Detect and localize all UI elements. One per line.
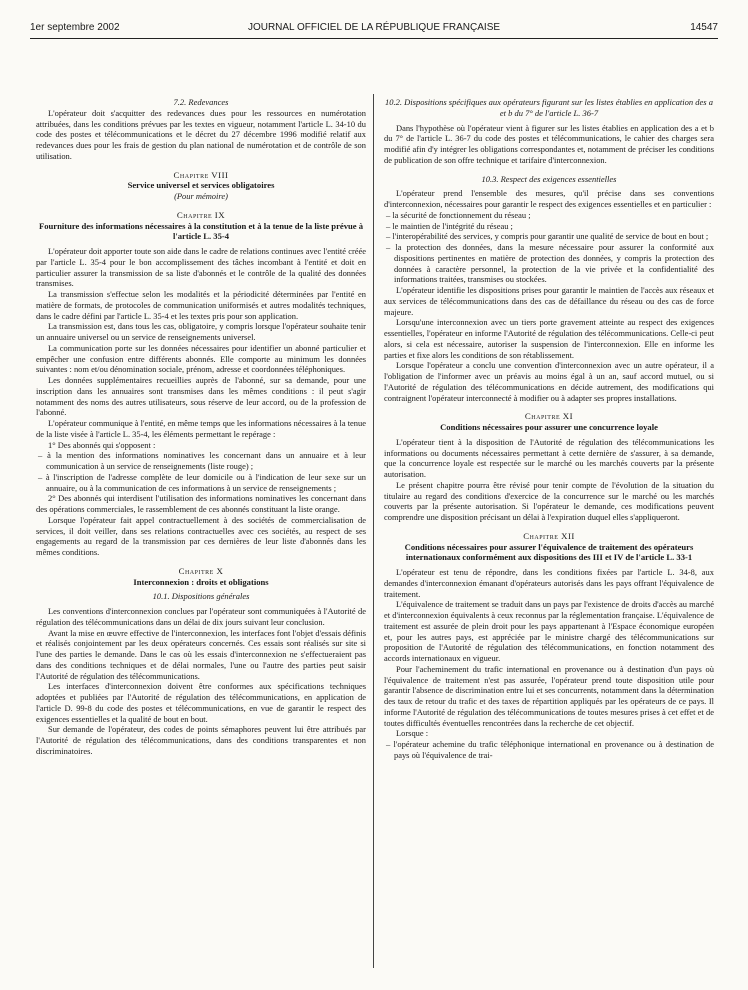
paragraph: Lorsque : [396,728,429,739]
list [36,450,366,493]
paragraph: Sur demande de l'opérateur, des codes de points sémaphores peuvent lui être attribués par l'Autorité de régulation des télécommunications, dans des conditions transparentes et non discriminatoires. [36,724,366,756]
paragraph: L'équivalence de traitement se traduit dans un pays par l'existence de droits d'accès au marché et d'interconnexion équivalents à ceux reconnus par la réglementation française. L'équivalence de traitement est assurée de plein droit pour les pays appartenant à l'Espace économique européen et, pour les autres pays, est appréciée par le ministre chargé des télécommunications sur proposition de l'Autorité de régulation des télécommunications, en fonction notamment des accords internationaux en vigueur. [384,599,714,663]
paragraph: L'opérateur communique à l'entité, en même temps que les informations nécessaires à la tenue de la liste visée à l'article L. 35-4, les éléments permettant le repérage : [36,418,366,439]
paragraph: Les conventions d'interconnexion conclues par l'opérateur sont communiquées à l'Autorité de régulation des télécommunications dans un délai de dix jours suivant leur conclusion. [36,606,366,627]
column-divider [373,94,374,968]
list-item: – à la mention des informations nominatives les concernant dans un annuaire et à leur communication à un service de renseignements (liste rouge) ; [36,450,366,472]
chapter-title: Service universel et services obligatoires [127,180,275,191]
paragraph: Dans l'hypothèse où l'opérateur vient à figurer sur les listes établies en application des a et b du 7° de l'article L. 36-7 du code des postes et télécommunications, le cahier des charges sera modifié afin d'y intégrer les obligations correspondantes et, notamment de préciser les conditions de publication de son offre technique et tarifaire d'interconnexion. [384,122,714,165]
chapter-note: (Pour mémoire) [174,191,228,201]
section-title: 10.2. Dispositions spécifiques aux opérateurs figurant sur les listes établies en application des a et b du 7° de l'article L. 36-7 [385,97,713,118]
chapter-label: Chapitre VIII [173,169,229,180]
paragraph: Lorsque l'opérateur fait appel contractuellement à des sociétés de commercialisation de services, il doit veiller, dans ses relations contractuelles avec ces sociétés, au respect de ses engagements au regard de la transmission par ces dernières de leur liste d'abonnés dans les mêmes conditions. [36,514,366,557]
paragraph: L'opérateur identifie les dispositions prises pour garantir le maintien de l'accès aux réseaux et aux services de télécommunications dans des cas de défaillance du réseau ou des cas de force majeure. [384,285,714,317]
paragraph: L'opérateur prend l'ensemble des mesures, qu'il précise dans ses conventions d'interconnexion, nécessaires pour garantir le respect des exigences essentielles et en particulier : [384,188,714,209]
paragraph: 1° Des abonnés qui s'opposent : [48,439,156,450]
list [384,210,714,285]
paragraph: Les interfaces d'interconnexion doivent être conformes aux spécifications techniques adoptées et publiées par l'Autorité de régulation des télécommunications, en application de l'article D. 99-8 du code des postes et télécommunications, en vue de garantir le respect des exigences essentielles et la qualité de bout en bout. [36,681,366,724]
chapter-label: Chapitre IX [176,209,226,220]
paragraph: La transmission est, dans tous les cas, obligatoire, y compris lorsque l'opérateur souhaite tenir un annuaire universel ou un service de renseignements universel. [36,321,366,342]
paragraph: Lorsqu'une interconnexion avec un tiers porte gravement atteinte au respect des exigences essentielles, l'opérateur en informe l'Autorité de régulation des télécommunications. Celle-ci peut alors, si cela est nécessaire, autoriser la suspension de l'interconnexion. Elle en informe les parties et fixe alors les conditions de son rétablissement. [384,317,714,360]
header-date: 1er septembre 2002 [30,22,120,33]
chapter-title: Fourniture des informations nécessaires à la constitution et à la tenue de la liste prévue à l'article L. 35-4 [38,220,364,242]
list-item: – la protection des données, dans la mesure nécessaire pour assurer la conformité aux dispositions pertinentes en matière de protection des données, y compris la protection des données à caractère personnel, la protection de la vie privée et la confidentialité des informations traitées, transmises ou stockées. [384,242,714,285]
header-rule [30,38,718,39]
list-item: – l'opérateur achemine du trafic téléphonique international en provenance ou à destination de pays où l'équivalence de trai- [384,739,714,761]
chapter-title: Conditions nécessaires pour assurer une concurrence loyale [440,422,658,432]
right-column [384,97,714,761]
list-item: – la sécurité de fonctionnement du réseau ; [384,210,714,221]
paragraph: La communication porte sur les données nécessaires pour identifier un abonné particulier et empêcher une confusion entre différents abonnés. Elle comporte au minimum les données suivantes : nom et/ou dénomination sociale, prénom, adresse et coordonnées téléphoniques. [36,342,366,375]
chapter-label: Chapitre X [178,565,224,576]
paragraph: Les données supplémentaires recueillies auprès de l'abonné, sur sa demande, pour une inscription dans les annuaires sont transmises dans les mêmes conditions : il peut s'agir notamment des noms des autres utilisateurs, sous réserve de leur accord, ou de la profession de l'abonné. [36,375,366,418]
paragraph: Pour l'acheminement du trafic international en provenance ou à destination d'un pays où l'équivalence de traitement n'est pas assurée, l'opérateur prend toute disposition utile pour garantir l'absence de discrimination entre lui et ses concurrents, notamment dans la détermination des taux de retour du trafic et des taxes de répartition appliqués par les opérateurs de ce pays. Il informe l'Autorité de régulation des télécommunications de toutes mesures prises à cet effet et de toutes difficultés éventuelles rencontrées dans la recherche de cet objectif. [384,663,714,728]
paragraph: Avant la mise en œuvre effective de l'interconnexion, les interfaces font l'objet d'essais définis et réalisés conjointement par les deux opérateurs concernés. Ces essais sont réalisés sur site si l'une des parties le demande. Dans le cas où les essais d'interconnexion ne s'effectueraient pas dans des conditions techniques et de délai normales, l'une ou l'autre des parties peut saisir l'Autorité de régulation des télécommunications. [36,627,366,681]
paragraph: 2° Des abonnés qui interdisent l'utilisation des informations nominatives les concernant dans des opérations commerciales, le rassemblement de ces abonnés constituant la liste orange. [36,493,366,514]
chapter-title: Interconnexion : droits et obligations [133,576,269,587]
paragraph: Le présent chapitre pourra être révisé pour tenir compte de l'évolution de la situation du titulaire au regard des conditions d'exercice de la concurrence sur le marché ou les marchés couverts par la présente autorisation. Si l'opérateur le demande, ces modifications peuvent comprendre une disposition précisant un délai à l'expiration duquel elles s'appliqueront. [384,479,714,522]
section-title: 10.3. Respect des exigences essentielles [481,173,617,184]
paragraph: L'opérateur est tenu de répondre, dans les conditions fixées par l'article L. 34-8, aux demandes d'interconnexion émanant d'opérateurs autorisés dans les pays offrant l'équivalence de traitement. [384,567,714,599]
section-title: 10.1. Dispositions générales [152,591,250,602]
paragraph: L'opérateur tient à la disposition de l'Autorité de régulation des télécommunications les informations ou documents nécessaires permettant à cette dernière de s'assurer, à sa demande, que la concurrence loyale est respectée sur le marché ou les marchés couverts par la présente autorisation. [384,436,714,479]
paragraph: La transmission s'effectue selon les modalités et la périodicité déterminées par l'entité en matière de formats, de protocoles de communication uniformisés et autres modalités techniques, dans le cadre défini par l'article L. 35-4 et les textes pris pour son application. [36,289,366,321]
paragraph: L'opérateur doit apporter toute son aide dans le cadre de relations continues avec l'entité créée par l'article L. 35-4 pour le bon accomplissement des tâches incombant à l'entité et doit en particulier assurer la transmission de sa liste d'abonnés et le contrôle de la qualité des données transmises. [36,246,366,289]
paragraph: Lorsque l'opérateur a conclu une convention d'interconnexion avec un autre opérateur, il a l'obligation de l'informer avec un préavis au moins égal à un an, sauf accord mutuel, ou si l'Autorité de régulation des télécommunications en décide autrement, des modifications qui contraignent l'opérateur interconnecté à modifier ou à adapter ses propres installations. [384,360,714,403]
list-item: – l'interopérabilité des services, y compris pour garantir une qualité de service de bout en bout ; [384,231,714,242]
left-column [36,97,366,757]
chapter-label: Chapitre XII [523,530,575,541]
paragraph: L'opérateur doit s'acquitter des redevances dues pour les ressources en numérotation attribuées, dans les conditions prévues par les textes en vigueur, notamment l'article L. 34-10 du code des postes et télécommunications et le décret du 27 décembre 1996 modifié relatif aux redevances dues pour les frais de gestion du plan national de numérotation et de contrôle de son utilisation. [36,107,366,161]
chapter-label: Chapitre XI [524,411,574,422]
chapter-title: Conditions nécessaires pour assurer l'équivalence de traitement des opérateurs internationaux conformément aux dispositions des III et IV de l'article L. 33-1 [404,541,694,563]
header-page-number: 14547 [690,22,718,33]
list-item: – le maintien de l'intégrité du réseau ; [384,221,714,232]
list [384,739,714,761]
list-item: – à l'inscription de l'adresse complète de leur domicile ou à l'indication de leur sexe sur un annuaire, ou à la communication de ces informations à un service de renseignements ; [36,472,366,494]
section-title: 7.2. Redevances [173,97,229,107]
page-header [30,20,718,36]
header-journal-title: JOURNAL OFFICIEL DE LA RÉPUBLIQUE FRANÇAISE [247,22,501,33]
